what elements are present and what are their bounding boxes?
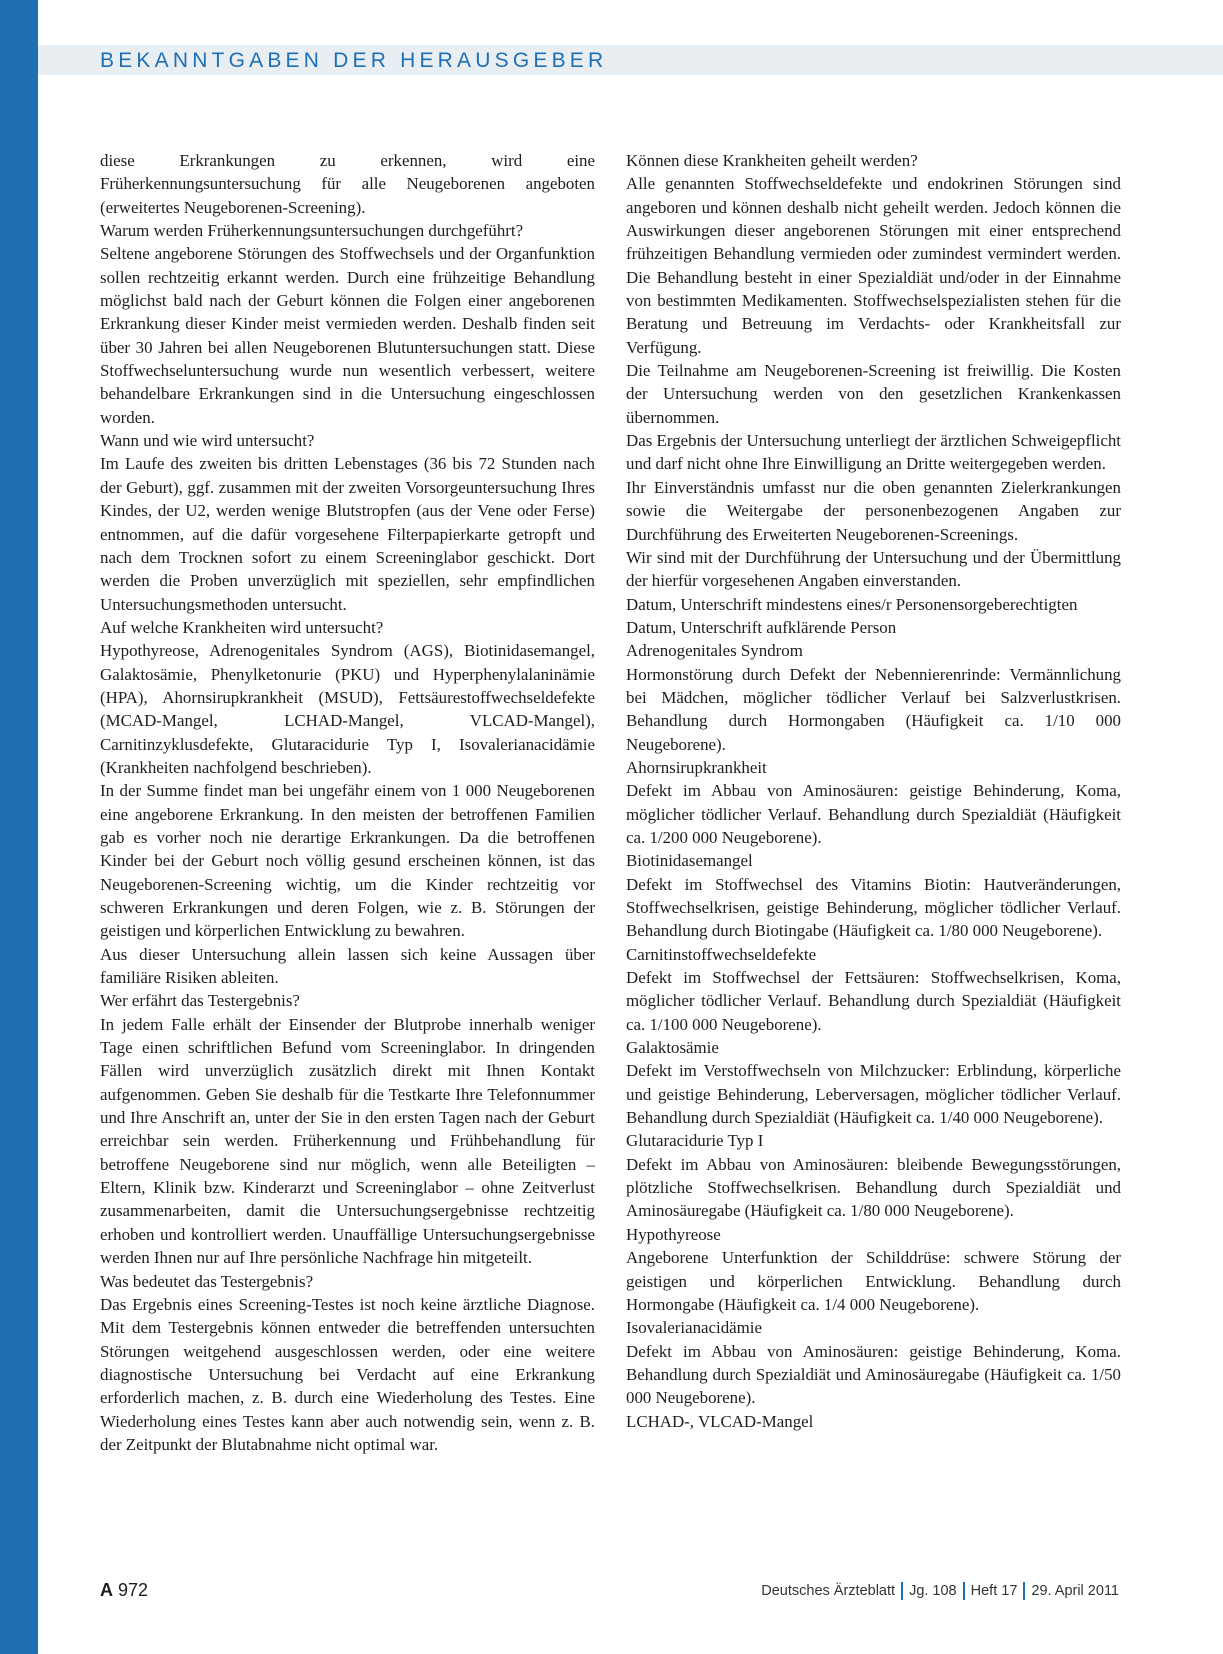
- page-number-value: 972: [118, 1580, 149, 1600]
- right-column: [626, 149, 1121, 1433]
- disease-heading: LCHAD-, VLCAD-Mangel: [626, 1411, 814, 1431]
- disease-heading: Ahornsirupkrankheit: [626, 757, 767, 777]
- disease-description: Defekt im Stoffwechsel des Vitamins Biotin: Hautveränderungen, Stoffwechselkrisen, geistige Behinderung, möglicher tödlicher Verlauf. Behandlung durch Biotingabe (Häufigkeit ca. 1/80 000 Neugeborene).: [626, 874, 1121, 941]
- section-title: BEKANNTGABEN DER HERAUSGEBER: [100, 49, 608, 72]
- paragraph: In jedem Falle erhält der Einsender der Blutprobe innerhalb weniger Tage einen schriftlichen Befund vom Screeninglabor. In dringenden Fällen wird unverzüglich zusätzlich direkt mit Ihnen Kontakt aufgenommen. Geben Sie deshalb für die Testkarte Ihre Telefonnummer und Ihre Anschrift an, unter der Sie in den ersten Tagen nach der Geburt erreichbar sein werden. Früherkennung und Frühbehandlung für betroffene Neugeborene sind nur möglich, wenn alle Beteiligten – Eltern, Klinik bzw. Kinderarzt und Screeninglabor – ohne Zeitverlust zusammenarbeiten, damit die Untersuchungsergebnisse rechtzeitig erhoben und kontrolliert werden. Unauffällige Untersuchungsergebnisse werden Ihnen nur auf Ihre persönliche Nachfrage hin mitgeteilt.: [100, 1014, 595, 1268]
- question-heading: Warum werden Früherkennungsuntersuchungen durchgeführt?: [100, 221, 524, 241]
- question-heading: Was bedeutet das Testergebnis?: [100, 1271, 314, 1291]
- disease-description: Defekt im Stoffwechsel der Fettsäuren: Stoffwechselkrisen, Koma, möglicher tödlicher Verlauf. Behandlung durch Spezialdiät (Häufigkeit ca. 1/100 000 Neugeborene).: [626, 968, 1121, 1034]
- left-column: [100, 149, 595, 1456]
- question-heading: Wer erfährt das Testergebnis?: [100, 991, 300, 1011]
- disease-heading: Isovalerianacidämie: [626, 1318, 762, 1338]
- disease-description: Hormonstörung durch Defekt der Nebennierenrinde: Vermännlichung bei Mädchen, möglicher tödlicher Verlauf bei Salzverlustkrisen. Behandlung durch Hormongaben (Häufigkeit ca. 1/10 000 Neugeborene).: [626, 664, 1121, 754]
- journal-volume: Jg. 108: [909, 1583, 957, 1599]
- footer-separator: [963, 1582, 965, 1600]
- disease-heading: Biotinidasemangel: [626, 851, 753, 871]
- disease-heading: Galaktosämie: [626, 1038, 719, 1058]
- footer-separator: [901, 1582, 903, 1600]
- signature-line-guardian: Datum, Unterschrift mindestens eines/r Personensorgeberechtigten: [626, 594, 1078, 614]
- journal-issue: Heft 17: [970, 1583, 1018, 1599]
- question-heading: Wann und wie wird untersucht?: [100, 431, 315, 451]
- signature-line-informer: Datum, Unterschrift aufklärende Person: [626, 617, 897, 637]
- journal-date: 29. April 2011: [1031, 1583, 1119, 1599]
- paragraph: In der Summe findet man bei ungefähr einem von 1 000 Neugeborenen eine angeborene Erkrankung. In den meisten der betroffenen Familien gab es vorher noch nie derartige Erkrankungen. Da die betroffenen Kinder bei der Geburt noch völlig gesund erscheinen können, ist das Neugeborenen-Screening wichtig, um die Kinder rechtzeitig vor schweren Erkrankungen und deren Folgen, wie z. B. Störungen der geistigen und körperlichen Entwicklung zu bewahren.: [100, 781, 595, 941]
- paragraph: Alle genannten Stoffwechseldefekte und endokrinen Störungen sind angeboren und können deshalb nicht geheilt werden. Jedoch können die Auswirkungen dieser angeborenen Störungen mit einer entsprechend frühzeitigen Behandlung vermieden oder zumindest vermindert werden. Die Behandlung besteht in einer Spezialdiät und/oder in der Einnahme von bestimmten Medikamenten. Stoffwechselspezialisten stehen für die Beratung und Betreuung im Verdachts- oder Krankheitsfall zur Verfügung.: [626, 174, 1121, 357]
- paragraph: diese Erkrankungen zu erkennen, wird eine Früherkennungsuntersuchung für alle Neugeborenen angeboten (erweitertes Neugeborenen-Screening).: [100, 151, 595, 217]
- paragraph: Aus dieser Untersuchung allein lassen sich keine Aussagen über familiäre Risiken ableiten.: [100, 944, 595, 988]
- question-heading: Auf welche Krankheiten wird untersucht?: [100, 617, 384, 637]
- paragraph: Im Laufe des zweiten bis dritten Lebenstages (36 bis 72 Stunden nach der Geburt), ggf. zusammen mit der zweiten Vorsorgeuntersuchung Ihres Kindes, der U2, werden wenige Blutstropfen (aus der Vene oder Ferse) entnommen, auf die dafür vorgesehene Filterpapierkarte getropft und nach dem Trocknen sofort zu einem Screeninglabor geschickt. Dort werden die Proben unverzüglich mit speziellen, sehr empfindlichen Untersuchungsmethoden untersucht.: [100, 454, 595, 614]
- disease-heading: Glutaracidurie Typ I: [626, 1131, 764, 1151]
- paragraph: Das Ergebnis der Untersuchung unterliegt der ärztlichen Schweigepflicht und darf nicht ohne Ihre Einwilligung an Dritte weitergegeben werden.: [626, 431, 1121, 474]
- paragraph: Ihr Einverständnis umfasst nur die oben genannten Zielerkrankungen sowie die Weitergabe der personenbezogenen Angaben zur Durchführung des Erweiterten Neugeborenen-Screenings.: [626, 477, 1121, 544]
- disease-description: Angeborene Unterfunktion der Schilddrüse: schwere Störung der geistigen und körperlichen Entwicklung. Behandlung durch Hormongabe (Häufigkeit ca. 1/4 000 Neugeborene).: [626, 1248, 1121, 1314]
- disease-heading: Carnitinstoffwechseldefekte: [626, 944, 817, 964]
- disease-description: Defekt im Abbau von Aminosäuren: geistige Behinderung, Koma. Behandlung durch Spezialdiät und Aminosäuregabe (Häufigkeit ca. 1/50 000 Neugeborene).: [626, 1341, 1121, 1408]
- paragraph: Das Ergebnis eines Screening-Testes ist noch keine ärztliche Diagnose. Mit dem Testergebnis können entweder die betreffenden untersuchten Störungen weitgehend ausgeschlossen werden, oder eine weitere diagnostische Untersuchung bei Verdacht auf eine Erkrankung erforderlich machen, z. B. durch eine Wiederholung des Testes. Eine Wiederholung eines Testes kann aber auch notwendig sein, wenn z. B. der Zeitpunkt der Blutabnahme nicht optimal war.: [100, 1294, 595, 1454]
- page-prefix: A: [100, 1580, 113, 1600]
- paragraph: Die Teilnahme am Neugeborenen-Screening ist freiwillig. Die Kosten der Untersuchung werden von den gesetzlichen Krankenkassen übernommen.: [626, 361, 1121, 427]
- page-number: [100, 1580, 148, 1601]
- disease-heading: Hypothyreose: [626, 1224, 721, 1244]
- paragraph: Hypothyreose, Adrenogenitales Syndrom (AGS), Biotinidasemangel, Galaktosämie, Phenylketonurie (PKU) und Hyperphenylalaninämie (HPA), Ahornsirupkrankheit (MSUD), Fettsäurestoffwechseldefekte (MCAD-Mangel, LCHAD-Mangel, VLCAD-Mangel), Carnitinzyklusdefekte, Glutaracidurie Typ I, Isovalerianacidämie (Krankheiten nachfolgend beschrieben).: [100, 641, 595, 777]
- paragraph: Seltene angeborene Störungen des Stoffwechsels und der Organfunktion sollen rechtzeitig erkannt werden. Durch eine frühzeitige Behandlung möglichst bald nach der Geburt können die Folgen einer angeborenen Erkrankung dieser Kinder meist vermieden werden. Deshalb finden seit über 30 Jahren bei allen Neugeborenen Blutuntersuchungen statt. Diese Stoffwechseluntersuchung wurde nun wesentlich verbessert, weitere behandelbare Erkrankungen sind in die Untersuchung eingeschlossen worden.: [100, 244, 595, 427]
- consent-statement: Wir sind mit der Durchführung der Untersuchung und der Übermittlung der hierfür vorgesehenen Angaben einverstanden.: [626, 547, 1121, 591]
- disease-heading: Adrenogenitales Syndrom: [626, 641, 803, 661]
- disease-description: Defekt im Abbau von Aminosäuren: bleibende Bewegungsstörungen, plötzliche Stoffwechselkrisen. Behandlung durch Spezialdiät und Aminosäuregabe (Häufigkeit ca. 1/80 000 Neugeborene).: [626, 1154, 1121, 1221]
- disease-description: Defekt im Verstoffwechseln von Milchzucker: Erblindung, körperliche und geistige Behinderung, Leberversagen, möglicher tödlicher Verlauf. Behandlung durch Spezialdiät (Häufigkeit ca. 1/40 000 Neugeborene).: [626, 1061, 1121, 1128]
- disease-description: Defekt im Abbau von Aminosäuren: geistige Behinderung, Koma, möglicher tödlicher Verlauf. Behandlung durch Spezialdiät (Häufigkeit ca. 1/200 000 Neugeborene).: [626, 781, 1121, 847]
- left-accent-bar: [0, 0, 38, 1654]
- footer-separator: [1023, 1582, 1025, 1600]
- journal-footer: [761, 1582, 1119, 1600]
- journal-name: Deutsches Ärzteblatt: [761, 1583, 896, 1599]
- question-heading: Können diese Krankheiten geheilt werden?: [626, 151, 918, 170]
